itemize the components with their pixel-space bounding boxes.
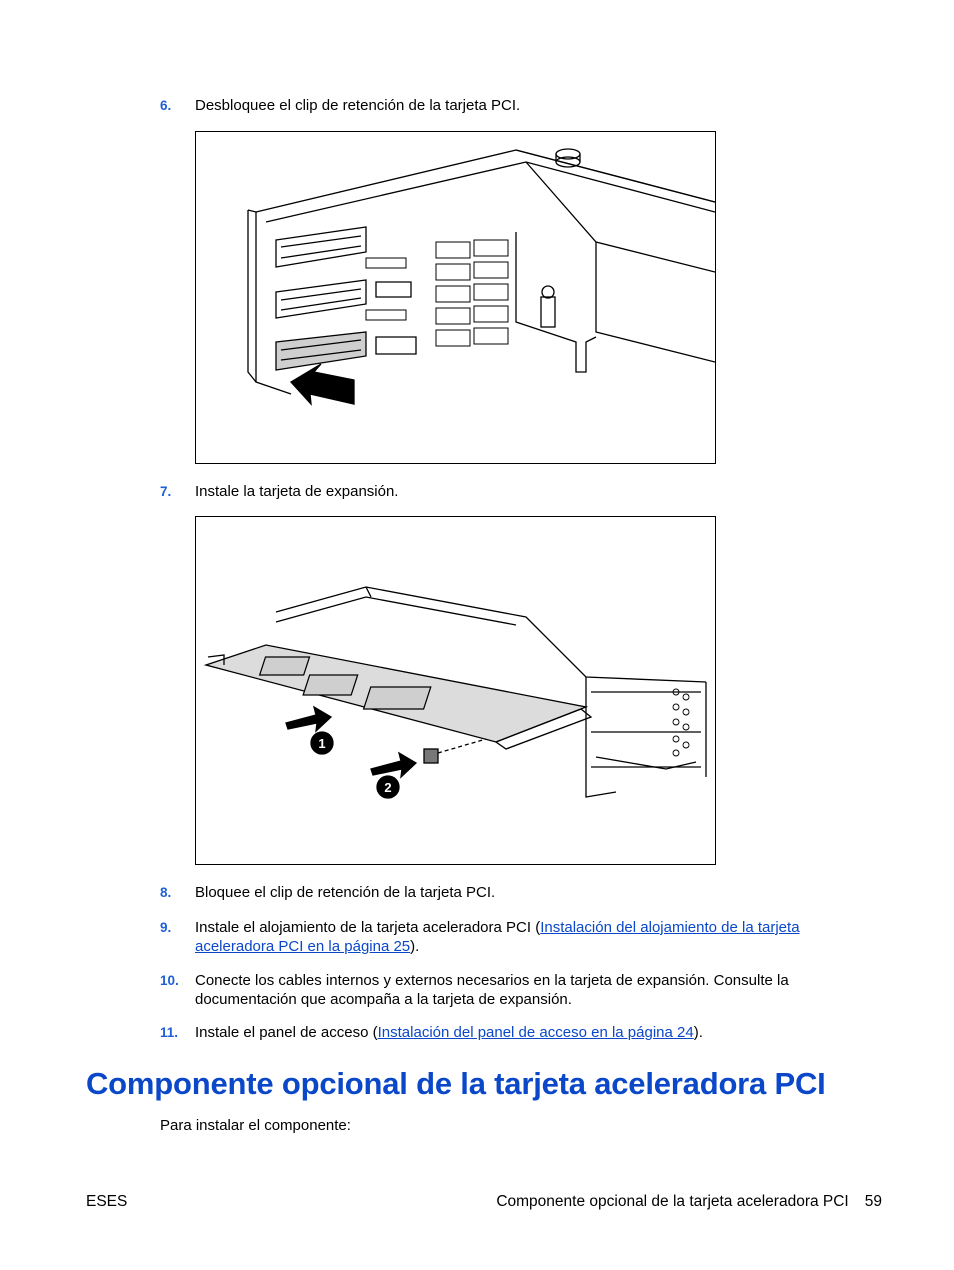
- section-heading: Componente opcional de la tarjeta aceleradora PCI: [86, 1066, 826, 1101]
- callout-2: 2: [384, 780, 392, 795]
- step-text: Instale la tarjeta de expansión.: [195, 483, 399, 500]
- callout-1: 1: [318, 736, 326, 751]
- footer-locale: ESES: [86, 1193, 128, 1210]
- footer-title: Componente opcional de la tarjeta aceleradora PCI: [496, 1193, 849, 1210]
- figure-unlock-retention-clip: [195, 131, 716, 464]
- figure-install-expansion-card: [195, 516, 716, 865]
- page-number: 59: [864, 1193, 882, 1210]
- step-number: 11.: [160, 1025, 179, 1040]
- step-text: Conecte los cables internos y externos necesarios en la tarjeta de expansión. Consulte la documentación que acompaña a la tarjeta de expansión.: [195, 972, 789, 1008]
- link-access-panel[interactable]: Instalación del panel de acceso en la página 24: [377, 1024, 694, 1041]
- footer-title-page: [496, 1193, 882, 1211]
- step-text: Instale el panel de acceso (Instalación del panel de acceso en la página 24).: [195, 1024, 703, 1041]
- step-number: 6.: [160, 98, 172, 113]
- intro-paragraph: Para instalar el componente:: [160, 1117, 351, 1134]
- step-text: Instale el alojamiento de la tarjeta aceleradora PCI (Instalación del alojamiento de la tarjeta aceleradora PCI en la página 25).: [195, 919, 800, 955]
- step-number: 7.: [160, 484, 172, 499]
- step-text: Desbloquee el clip de retención de la tarjeta PCI.: [195, 97, 521, 114]
- link-accelerator-cage[interactable]: Instalación del alojamiento de la tarjeta aceleradora PCI en la página 25: [195, 919, 800, 955]
- step-number: 10.: [160, 973, 179, 988]
- step-number: 9.: [160, 920, 172, 935]
- step-number: 8.: [160, 885, 172, 900]
- step-text: Bloquee el clip de retención de la tarjeta PCI.: [195, 884, 496, 901]
